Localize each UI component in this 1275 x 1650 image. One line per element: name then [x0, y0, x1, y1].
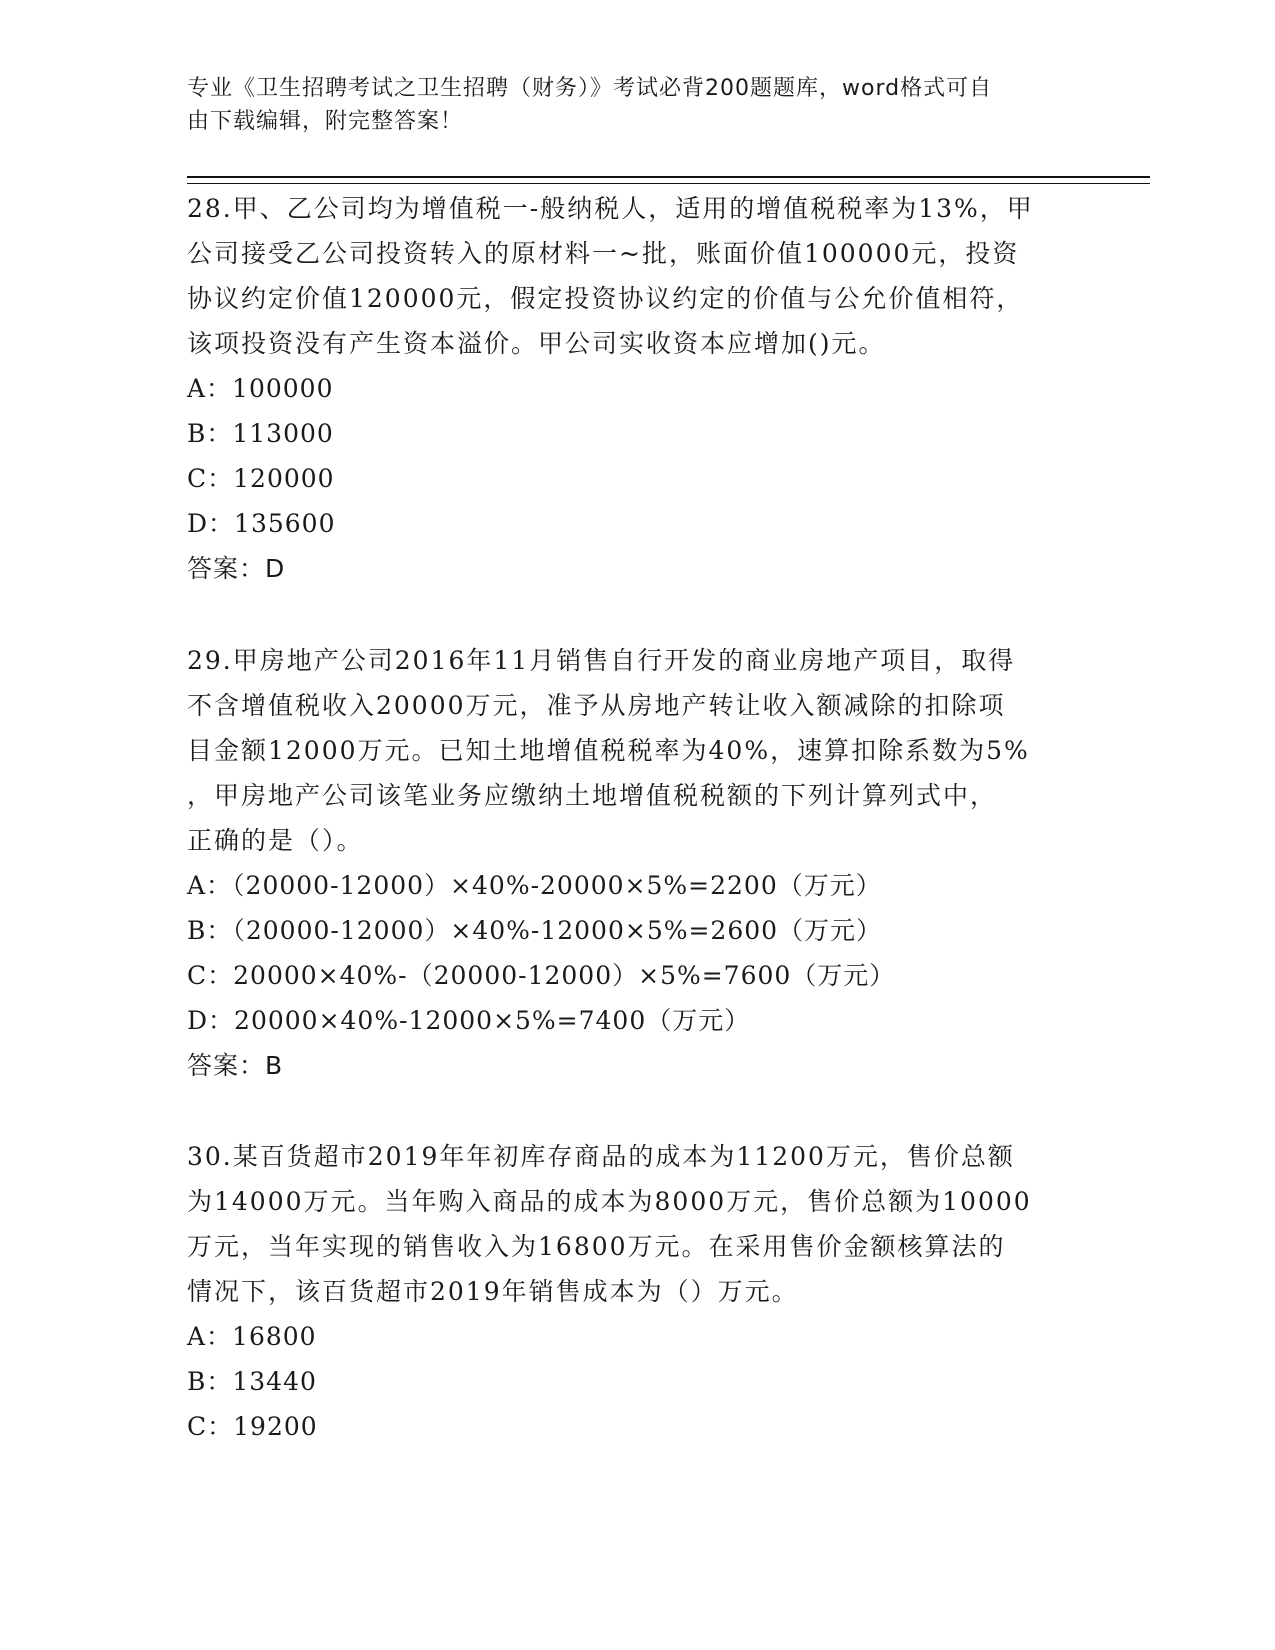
question-stem-line: 为14000万元。当年购入商品的成本为8000万元，售价总额为10000 — [187, 1187, 1032, 1216]
header-divider-thick — [187, 176, 1150, 178]
option-d: D：20000×40%-12000×5%=7400（万元） — [187, 1006, 751, 1035]
question-stem-line: ，甲房地产公司该笔业务应缴纳土地增值税税额的下列计算列式中， — [187, 781, 998, 810]
question-stem-line: 29.甲房地产公司2016年11月销售自行开发的商业房地产项目，取得 — [187, 646, 1016, 675]
question-stem-line: 28.甲、乙公司均为增值税一-般纳税人，适用的增值税税率为13%，甲 — [187, 194, 1034, 223]
question-stem-line: 情况下，该百货超市2019年销售成本为（）万元。 — [187, 1277, 799, 1306]
answer: 答案：D — [187, 554, 286, 583]
option-c: C：20000×40%-（20000-12000）×5%=7600（万元） — [187, 961, 896, 990]
option-c: C：120000 — [187, 464, 335, 493]
header-divider-thin — [187, 183, 1150, 184]
answer: 答案：B — [187, 1051, 284, 1080]
question-stem-line: 公司接受乙公司投资转入的原材料一~批，账面价值100000元，投资 — [187, 239, 1020, 268]
option-a: A：（20000-12000）×40%-20000×5%=2200（万元） — [187, 871, 882, 900]
option-b: B：113000 — [187, 419, 334, 448]
question-stem-line: 正确的是（）。 — [187, 826, 364, 855]
option-a: A：100000 — [187, 374, 334, 403]
question-stem-line: 万元，当年实现的销售收入为16800万元。在采用售价金额核算法的 — [187, 1232, 1006, 1261]
question-stem-line: 目金额12000万元。已知土地增值税税率为40%，速算扣除系数为5% — [187, 736, 1030, 765]
question-stem-line: 该项投资没有产生资本溢价。甲公司实收资本应增加()元。 — [187, 329, 886, 358]
header-line-2: 由下载编辑，附完整答案！ — [187, 109, 464, 134]
option-b: B：13440 — [187, 1367, 317, 1396]
document-header — [187, 72, 1067, 138]
question-29 — [187, 638, 1067, 1088]
question-stem-line: 协议约定价值120000元，假定投资协议约定的价值与公允价值相符， — [187, 284, 1024, 313]
question-28 — [187, 186, 1067, 591]
question-stem-line: 30.某百货超市2019年年初库存商品的成本为11200万元，售价总额 — [187, 1142, 1015, 1171]
option-b: B：（20000-12000）×40%-12000×5%=2600（万元） — [187, 916, 883, 945]
question-30 — [187, 1134, 1067, 1449]
option-d: D：135600 — [187, 509, 336, 538]
question-stem-line: 不含增值税收入20000万元，准予从房地产转让收入额减除的扣除项 — [187, 691, 1006, 720]
header-line-1: 专业《卫生招聘考试之卫生招聘（财务）》考试必背200题题库，word格式可自 — [187, 76, 993, 101]
option-c: C：19200 — [187, 1412, 318, 1441]
option-a: A：16800 — [187, 1322, 317, 1351]
